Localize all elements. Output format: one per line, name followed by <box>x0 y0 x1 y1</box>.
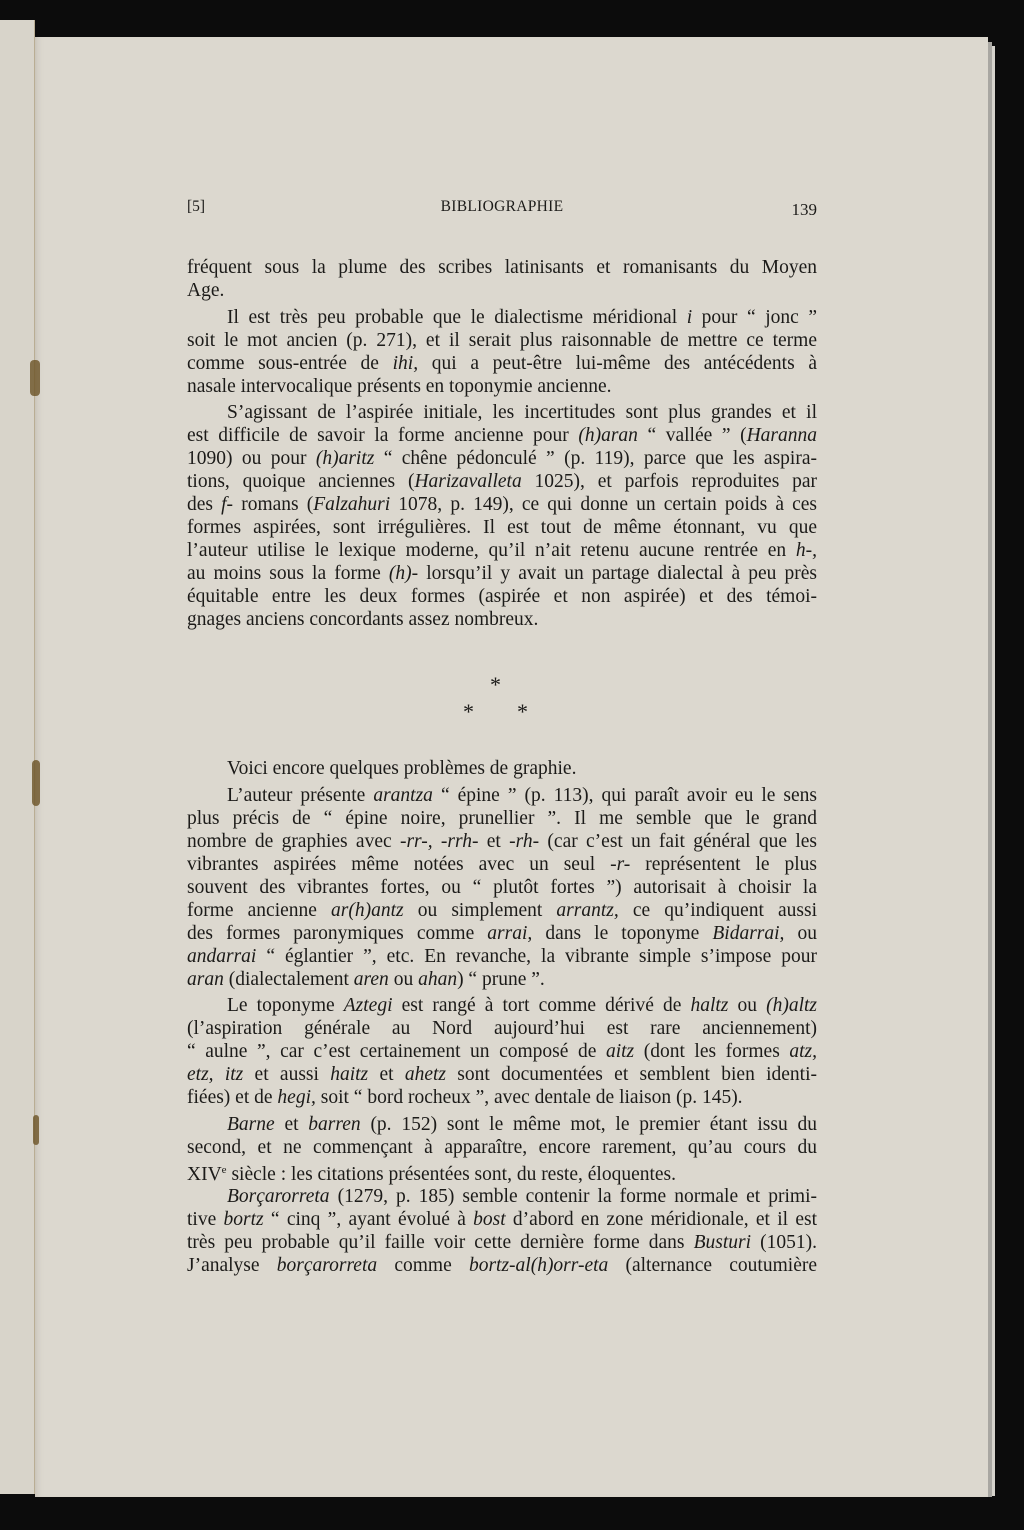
italic-term: ahetz <box>404 1064 446 1085</box>
text-run: comme sous-entrée de <box>187 352 393 374</box>
text-run: ou simplement <box>403 899 557 921</box>
italic-term: Bidarrai, <box>712 922 785 944</box>
text-line <box>187 899 817 922</box>
text-run: (1051). <box>751 1232 817 1253</box>
text-run: fréquent sous la plume des scribes latinisants et romanisants du Moyen <box>187 257 817 278</box>
text-run: lorsqu’il y avait un partage dialectal à peu près <box>418 563 817 584</box>
text-line <box>187 876 817 899</box>
text-run: formes aspirées, sont irrégulières. Il est tout de même étonnant, vu que <box>187 517 817 538</box>
italic-term: aran <box>187 968 224 990</box>
text-run: tive <box>187 1209 224 1230</box>
text-run: soit le mot ancien (p. 271), et il serait plus raisonnable de mettre ce terme <box>187 329 817 351</box>
text-line <box>187 424 817 447</box>
text-run: forme ancienne <box>187 899 332 921</box>
paragraph <box>187 784 817 991</box>
text-run: sont documentées et semblent bien identi- <box>446 1064 818 1085</box>
italic-term: Harizavalleta <box>414 471 522 492</box>
text-run: XIV <box>187 1163 222 1185</box>
text-run: très peu probable qu’il faille voir cette dernière forme dans <box>187 1232 694 1253</box>
italic-term: atz, <box>789 1041 817 1062</box>
text-run: (l’aspiration générale au Nord aujourd’hui est rare anciennement) <box>187 1018 817 1039</box>
italic-term: Falzahuri <box>313 494 391 515</box>
text-run: ou <box>728 995 767 1016</box>
text-run: “ chêne pédonculé ” (p. 119), parce que les aspira- <box>374 448 817 469</box>
italic-term: (h)aran <box>578 425 638 446</box>
text-run: et <box>478 830 510 852</box>
text-line <box>187 922 817 945</box>
text-line <box>187 1017 817 1040</box>
paragraph <box>187 1185 817 1277</box>
text-run: ce qu’indiquent aussi <box>618 899 817 921</box>
paragraph <box>187 1113 817 1185</box>
text-line <box>187 329 817 352</box>
text-line <box>187 784 817 807</box>
text-line <box>187 1040 817 1063</box>
text-run: J’analyse <box>187 1255 277 1276</box>
text-line <box>187 279 817 302</box>
text-run: S’agissant de l’aspirée initiale, les incertitudes sont plus grandes et il <box>227 402 817 423</box>
text-run: 1090) ou pour <box>187 448 316 469</box>
text-line <box>187 1208 817 1231</box>
text-run: dans le toponyme <box>532 922 713 944</box>
text-run: (p. 152) sont le même mot, le premier étant issu du <box>360 1113 817 1135</box>
gutter-stain <box>32 760 40 806</box>
text-run: “ épine ” (p. 113), qui paraît avoir eu le sens <box>432 784 817 806</box>
running-header <box>187 198 817 220</box>
page-stack-edge <box>992 46 995 1496</box>
text-run: “ aulne ”, car c’est certainement un composé de <box>187 1041 606 1062</box>
text-run: et <box>274 1113 309 1135</box>
text-line <box>187 994 817 1017</box>
text-line <box>187 608 817 631</box>
text-line <box>187 256 817 279</box>
italic-term: f- <box>221 494 234 515</box>
body-text <box>187 256 817 1281</box>
italic-term: haltz <box>690 995 729 1016</box>
section-number: [5] <box>187 198 206 215</box>
italic-term: haitz <box>330 1064 369 1085</box>
text-run: second, et ne commençant à apparaître, encore rarement, qu’au cours du <box>187 1136 817 1158</box>
text-run: au moins sous la forme <box>187 563 389 584</box>
gutter-stain <box>33 1115 39 1145</box>
italic-term: bortz-al(h)orr-eta <box>468 1255 609 1276</box>
text-run: et aussi <box>243 1064 331 1085</box>
text-run: Age. <box>187 280 225 301</box>
italic-term: bortz <box>223 1209 264 1230</box>
italic-term: ahan <box>418 968 458 990</box>
italic-term: -rr-, -rrh- <box>399 830 479 852</box>
italic-term: Aztegi <box>343 995 393 1016</box>
paragraph <box>187 306 817 398</box>
italic-term: (h)altz <box>766 995 817 1016</box>
italic-term: aitz <box>605 1041 635 1062</box>
italic-term: i <box>686 306 693 328</box>
paragraph <box>187 757 817 780</box>
text-line <box>187 1113 817 1136</box>
text-line <box>187 562 817 585</box>
text-line <box>187 968 817 991</box>
text-line <box>187 1063 817 1086</box>
italic-term: h-, <box>795 540 817 561</box>
gutter-stain <box>30 360 40 396</box>
superscript: e <box>221 1163 227 1176</box>
text-line <box>187 945 817 968</box>
italic-term: barren <box>308 1113 361 1135</box>
text-run: est rangé à tort comme dérivé de <box>392 995 691 1016</box>
separator-star: * <box>517 699 528 724</box>
text-line <box>187 539 817 562</box>
text-run: “ églantier ”, etc. En revanche, la vibrante simple s’impose pour <box>256 945 817 967</box>
text-line <box>187 1086 817 1109</box>
italic-term: andarrai <box>187 945 257 967</box>
text-run: nasale intervocalique présents en toponymie ancienne. <box>187 375 612 397</box>
text-run: (alternance coutumière <box>608 1255 817 1276</box>
text-run: nombre de graphies avec <box>187 830 400 852</box>
text-run: d’abord en zone méridionale, et il est <box>505 1209 817 1230</box>
text-run: des <box>187 494 222 515</box>
text-line <box>187 516 817 539</box>
text-run: qui a peut-être lui-même des antécédents à <box>418 352 817 374</box>
text-run: “ vallée ” ( <box>637 425 747 446</box>
text-line <box>187 853 817 876</box>
text-run: ou <box>784 922 818 944</box>
page-number: 139 <box>791 200 817 219</box>
italic-term: -rh- <box>509 830 540 852</box>
text-run: des formes paronymiques comme <box>187 922 488 944</box>
text-run: plus précis de “ épine noire, prunellier ”. Il me semble que le grand <box>187 807 817 829</box>
text-run: L’auteur présente <box>227 784 374 806</box>
italic-term: etz, itz <box>187 1064 244 1085</box>
text-run: tions, quoique anciennes ( <box>187 471 415 492</box>
italic-term: arrai, <box>487 922 533 944</box>
text-line <box>187 1185 817 1208</box>
text-run: pour “ jonc ” <box>692 306 817 328</box>
text-run: Il est très peu probable que le dialectisme méridional <box>227 306 687 328</box>
italic-term: borçarorreta <box>276 1255 378 1276</box>
text-run: l’auteur utilise le lexique moderne, qu’il n’ait retenu aucune rentrée en <box>187 540 796 561</box>
italic-term: -r- <box>610 853 631 875</box>
separator-star: * <box>490 672 501 697</box>
text-line <box>187 470 817 493</box>
text-run: 1078, p. 149), ce qui donne un certain poids à ces <box>390 494 818 515</box>
text-run: (1279, p. 185) semble contenir la forme normale et primi- <box>329 1186 817 1207</box>
text-line <box>187 493 817 516</box>
text-line <box>187 447 817 470</box>
text-run: (dialectalement <box>223 968 354 990</box>
italic-term: Borçarorreta <box>227 1186 330 1207</box>
italic-term: bost <box>473 1209 506 1230</box>
italic-term: arantza <box>373 784 433 806</box>
text-run: siècle : les citations présentées sont, du reste, éloquentes. <box>226 1163 677 1185</box>
text-run: ) “ prune ”. <box>457 968 545 990</box>
text-line <box>187 830 817 853</box>
text-run: ou <box>388 968 419 990</box>
text-line <box>187 807 817 830</box>
text-line <box>187 1136 817 1159</box>
text-run: gnages anciens concordants assez nombreux. <box>187 609 539 630</box>
text-line <box>187 1231 817 1254</box>
text-run: soit “ bord rocheux ”, avec dentale de liaison (p. 145). <box>315 1087 743 1108</box>
paragraph <box>187 994 817 1109</box>
text-run: (dont les formes <box>634 1041 790 1062</box>
text-run: représentent le plus <box>630 853 817 875</box>
italic-term: ihi, <box>392 352 419 374</box>
italic-term: Haranna <box>746 425 817 446</box>
text-line <box>187 375 817 398</box>
paragraph <box>187 256 817 302</box>
text-line <box>187 1254 817 1277</box>
separator-star: * <box>463 699 474 724</box>
paragraph <box>187 401 817 631</box>
text-line <box>187 585 817 608</box>
facing-page-edge <box>0 20 35 1494</box>
text-run: vibrantes aspirées même notées avec un seul <box>187 853 611 875</box>
italic-term: (h)aritz <box>315 448 375 469</box>
italic-term: (h)- <box>388 563 419 584</box>
text-line <box>187 352 817 375</box>
text-run: est difficile de savoir la forme ancienne pour <box>187 425 579 446</box>
italic-term: Barne <box>227 1113 275 1135</box>
text-run: “ cinq ”, ayant évolué à <box>263 1209 474 1230</box>
italic-term: Busturi <box>693 1232 752 1253</box>
text-run: fiées) et de <box>187 1087 278 1108</box>
text-run: équitable entre les deux formes (aspirée et non aspirée) et des témoi- <box>187 586 817 607</box>
text-run: Le toponyme <box>227 995 344 1016</box>
text-line <box>187 757 817 780</box>
text-run: romans ( <box>233 494 314 515</box>
text-run: comme <box>377 1255 469 1276</box>
italic-term: arrantz, <box>556 899 619 921</box>
text-run: souvent des vibrantes fortes, ou “ plutôt fortes ”) autorisait à choisir la <box>187 876 817 898</box>
italic-term: ar(h)antz <box>331 899 404 921</box>
text-run: et <box>368 1064 405 1085</box>
italic-term: hegi, <box>277 1087 316 1108</box>
running-title: BIBLIOGRAPHIE <box>440 198 564 215</box>
text-line <box>187 306 817 329</box>
text-line <box>187 1159 817 1185</box>
text-run: (car c’est un fait général que les <box>539 830 817 852</box>
text-line <box>187 401 817 424</box>
italic-term: aren <box>353 968 389 990</box>
text-run: Voici encore quelques problèmes de graphie. <box>227 758 577 779</box>
text-run: 1025), et parfois reproduites par <box>521 471 817 492</box>
